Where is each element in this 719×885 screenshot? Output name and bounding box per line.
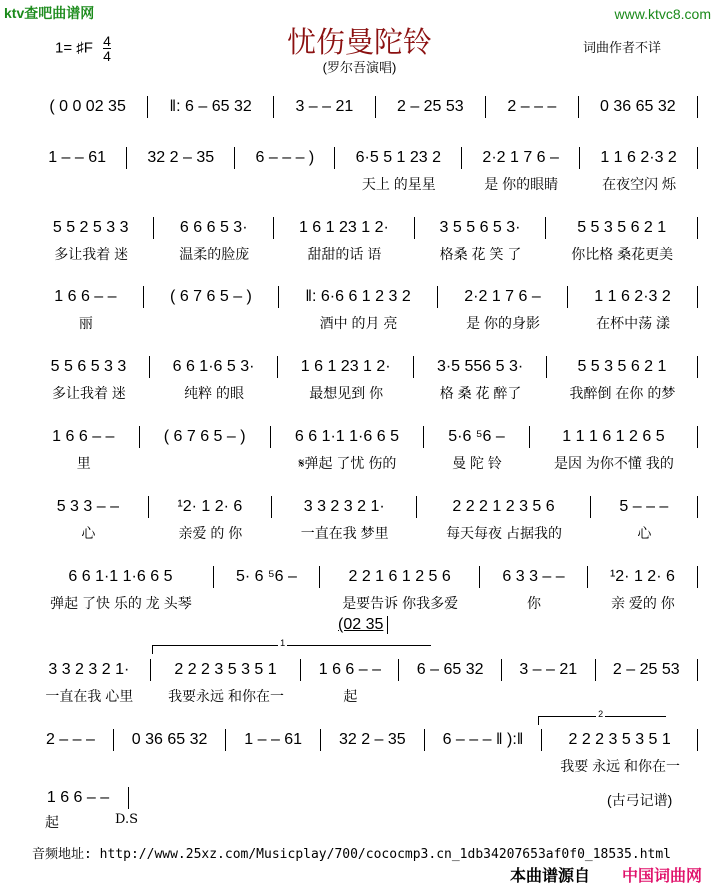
measure-column (321, 729, 425, 775)
transcriber-credit: (古弓记谱) (607, 792, 673, 808)
measure: 5 5 6 5 3 3 (28, 356, 150, 378)
measure-column (226, 729, 321, 775)
measure-column (151, 659, 302, 705)
lyric: 酒中 的月 亮 (319, 315, 398, 331)
measure: 1 6 6 – – (28, 286, 144, 308)
measure-column (588, 566, 698, 612)
site-logo-left[interactable]: ktv查吧曲谱网 (4, 5, 95, 21)
measure: 0 36 65 32 (114, 729, 227, 751)
lyric: 心 (637, 525, 652, 541)
lyric: 天上 的星星 (361, 176, 436, 192)
measure-column (140, 426, 271, 472)
staff-row (28, 147, 698, 193)
lyric: 多让我着 迷 (52, 385, 126, 401)
measure-column (546, 217, 698, 263)
volta-1-bracket (152, 638, 431, 654)
lyric: 格桑 花 笑 了 (439, 246, 522, 262)
lyric (502, 687, 596, 705)
measure-column (530, 426, 698, 472)
pickup-measure: (02 35 (338, 616, 388, 634)
lyric: 一直在我 心里 (45, 688, 134, 704)
measure: 5· 6 ⁵6 – (214, 566, 320, 588)
measure: ( 0 0 02 35 (28, 96, 148, 118)
staff-row (28, 426, 698, 472)
lyric: 是因 为你不懂 我的 (554, 455, 674, 471)
lyric: 我要永远 和你在一 (168, 688, 284, 704)
measure: 1 6 6 – – (301, 659, 399, 681)
measure-column (144, 286, 279, 332)
lyric: 亲爱 的 你 (178, 525, 243, 541)
measure-column (542, 729, 698, 775)
measure: 32 2 – 35 (321, 729, 425, 751)
measure: 5 – – – (591, 496, 698, 518)
lyric (140, 454, 271, 472)
measure-column (28, 426, 140, 472)
staff-row (28, 356, 698, 402)
volta-1-label: 1 (280, 638, 286, 648)
measure-column (320, 566, 480, 612)
lyric: 是要告诉 你我多爱 (342, 595, 459, 611)
measure: 2 – – – (28, 729, 114, 751)
measure: 32 2 – 35 (127, 147, 235, 169)
measure-column (274, 217, 415, 263)
measure: 2 2 2 3 5 3 5 1 (542, 729, 698, 751)
audio-url[interactable]: 音频地址: http://www.25xz.com/Musicplay/700/cococmp3.cn_1db34207653af0f0_18535.html (32, 847, 671, 862)
measure: 3 3 2 3 2 1· (272, 496, 417, 518)
measure-column (424, 426, 530, 472)
measure: 2 – – – (486, 96, 579, 118)
measure: 3 5 5 6 5 3· (415, 217, 547, 239)
staff-row (28, 286, 698, 332)
measure-column (580, 147, 698, 193)
lyric (127, 175, 235, 193)
lyric: 多让我着 迷 (54, 246, 129, 262)
measure: 1 1 6 2·3 2 (580, 147, 698, 169)
lyric: 𝄋弹起 了忧 伤的 (298, 455, 397, 471)
measure: 5 5 3 5 6 2 1 (547, 356, 698, 378)
measure: 2 – 25 53 (596, 659, 699, 681)
site-url-right[interactable]: www.ktvc8.com (614, 6, 711, 22)
lyric: 每天每夜 占据我的 (446, 525, 562, 541)
measure: 6 6 6 5 3· (154, 217, 274, 239)
measure-column (462, 147, 580, 193)
measure-column (28, 729, 114, 775)
lyric: 最想见到 你 (309, 385, 384, 401)
lyric: 曼 陀 铃 (452, 455, 502, 471)
measure: 2·2 1 7 6 – (438, 286, 568, 308)
measure-column (28, 96, 148, 118)
measure-column (28, 566, 214, 612)
measure: 3·5 556 5 3· (414, 356, 547, 378)
measure-column (591, 496, 698, 542)
measure: 2 2 2 1 2 3 5 6 (417, 496, 590, 518)
measure: 5·6 ⁵6 – (424, 426, 530, 448)
lyric (321, 757, 425, 775)
lyric: 是 你的眼睛 (484, 176, 559, 192)
lyric (399, 687, 502, 705)
measure-column (214, 566, 320, 612)
measure-column (486, 96, 579, 118)
measure-column (579, 96, 698, 118)
measure: 2 2 2 3 5 3 5 1 (151, 659, 302, 681)
staff-row (28, 729, 698, 775)
lyric (28, 175, 127, 193)
measure-column (28, 147, 127, 193)
measure: 6 6 1·1 1·6 6 5 (28, 566, 214, 588)
measure: 6 – 65 32 (399, 659, 502, 681)
lyric (235, 175, 335, 193)
measure-column (278, 356, 414, 402)
measure-column (28, 659, 151, 705)
measure-column (425, 729, 543, 775)
measure-column (480, 566, 588, 612)
measure-column (568, 286, 698, 332)
staff-row (28, 96, 698, 118)
measure: ‖: 6·6 6 1 2 3 2 (279, 286, 438, 308)
measure: ¹2· 1 2· 6 (149, 496, 272, 518)
volta-2-label: 2 (598, 709, 604, 719)
lyric: 是 你的身影 (466, 315, 540, 331)
measure-column (28, 217, 154, 263)
time-top: 4 (103, 33, 111, 49)
measure: 1 – – 61 (28, 147, 127, 169)
lyric: 在杯中荡 漾 (596, 315, 670, 331)
source-site[interactable]: 中国词曲网 (622, 868, 703, 885)
lyric: 你比格 桑花更美 (571, 246, 674, 262)
measure-column (150, 356, 278, 402)
staff-row (28, 496, 698, 542)
measure: 2 2 1 6 1 2 5 6 (320, 566, 480, 588)
measure-column (28, 356, 150, 402)
lyric: 心 (81, 525, 96, 541)
measure: ¹2· 1 2· 6 (588, 566, 698, 588)
time-signature (103, 34, 111, 63)
measure-column (271, 426, 424, 472)
measure: 1 6 6 – – (28, 787, 129, 809)
measure-column (596, 659, 699, 705)
volta-2-bracket (538, 709, 666, 725)
measure: 1 6 1 23 1 2· (278, 356, 414, 378)
measure-column (279, 286, 438, 332)
lyric: 我醉倒 在你 的梦 (569, 385, 676, 401)
measure: 5 3 3 – – (28, 496, 149, 518)
lyric (144, 314, 279, 332)
measure-column (301, 659, 399, 705)
lyric (114, 757, 227, 775)
measure-column (114, 729, 227, 775)
lyric: 格 桑 花 醉了 (439, 385, 522, 401)
lyric: 温柔的脸庞 (179, 246, 250, 262)
measure-column (547, 356, 698, 402)
measure-column (272, 496, 417, 542)
measure: 6 – – – ) (235, 147, 335, 169)
measure-column (417, 496, 590, 542)
lyric: 起 (343, 688, 358, 704)
lyric: 纯粹 的眼 (184, 385, 244, 401)
measure: 1 6 1 23 1 2· (274, 217, 415, 239)
measure-column (274, 96, 376, 118)
measure: 5 5 2 5 3 3 (28, 217, 154, 239)
lyric: 弹起 了快 乐的 龙 头琴 (50, 595, 192, 611)
measure-column (438, 286, 568, 332)
measure: 0 36 65 32 (579, 96, 698, 118)
lyric (214, 594, 320, 612)
measure-column (335, 147, 462, 193)
dal-segno-mark: D.S (115, 812, 138, 827)
lyric (28, 757, 114, 775)
lyric: 里 (76, 455, 91, 471)
measure-column (127, 147, 235, 193)
lyric: 你 (527, 595, 542, 611)
measure-column (154, 217, 274, 263)
measure: 1 1 1 6 1 2 6 5 (530, 426, 698, 448)
staff-row (28, 659, 698, 705)
measure-column (149, 496, 272, 542)
lyric: 我要 永远 和你在一 (560, 758, 681, 774)
lyric (425, 757, 543, 775)
measure: 2·2 1 7 6 – (462, 147, 580, 169)
lyric: 一直在我 梦里 (300, 525, 389, 541)
lyric (596, 687, 699, 705)
song-title: 忧伤曼陀铃 (286, 25, 433, 59)
singer: (罗尔吾演唱) (322, 60, 397, 75)
measure: 6·5 5 1 23 2 (335, 147, 462, 169)
lyric: 丽 (78, 315, 93, 331)
measure: ( 6 7 6 5 – ) (140, 426, 271, 448)
lyric-final: 起 (45, 814, 59, 830)
source-label: 本曲谱源自 (510, 868, 591, 885)
measure-column (414, 356, 547, 402)
lyric: 在夜空闪 烁 (602, 176, 677, 192)
measure: 3 – – 21 (502, 659, 596, 681)
time-bottom: 4 (103, 48, 111, 64)
measure: 1 1 6 2·3 2 (568, 286, 698, 308)
measure: 6 – – – ‖ ):‖ (425, 729, 543, 751)
measure: 1 6 6 – – (28, 426, 140, 448)
staff-row (28, 217, 698, 263)
staff-row (28, 566, 698, 612)
measure-column (376, 96, 486, 118)
measure: ( 6 7 6 5 – ) (144, 286, 279, 308)
measure: 3 – – 21 (274, 96, 376, 118)
measure: 1 – – 61 (226, 729, 321, 751)
measure-column (28, 496, 149, 542)
key-signature (55, 34, 111, 63)
measure-column (502, 659, 596, 705)
lyric: 亲 爱的 你 (611, 595, 675, 611)
lyric (226, 757, 321, 775)
lyric: 甜甜的话 语 (307, 246, 382, 262)
measure: 3 3 2 3 2 1· (28, 659, 151, 681)
measure: 2 – 25 53 (376, 96, 486, 118)
measure-column (235, 147, 335, 193)
author-credit: 词曲作者不详 (583, 40, 662, 55)
measure-column (415, 217, 547, 263)
measure-column (28, 286, 144, 332)
key-label: 1= ♯F (55, 39, 93, 57)
measure-column (399, 659, 502, 705)
measure: 6 6 1·1 1·6 6 5 (271, 426, 424, 448)
measure: ‖: 6 – 65 32 (148, 96, 274, 118)
measure-column (148, 96, 274, 118)
measure: 6 3 3 – – (480, 566, 588, 588)
measure: 5 5 3 5 6 2 1 (546, 217, 698, 239)
measure: 6 6 1·6 5 3· (150, 356, 278, 378)
staff-row-final (28, 787, 129, 809)
